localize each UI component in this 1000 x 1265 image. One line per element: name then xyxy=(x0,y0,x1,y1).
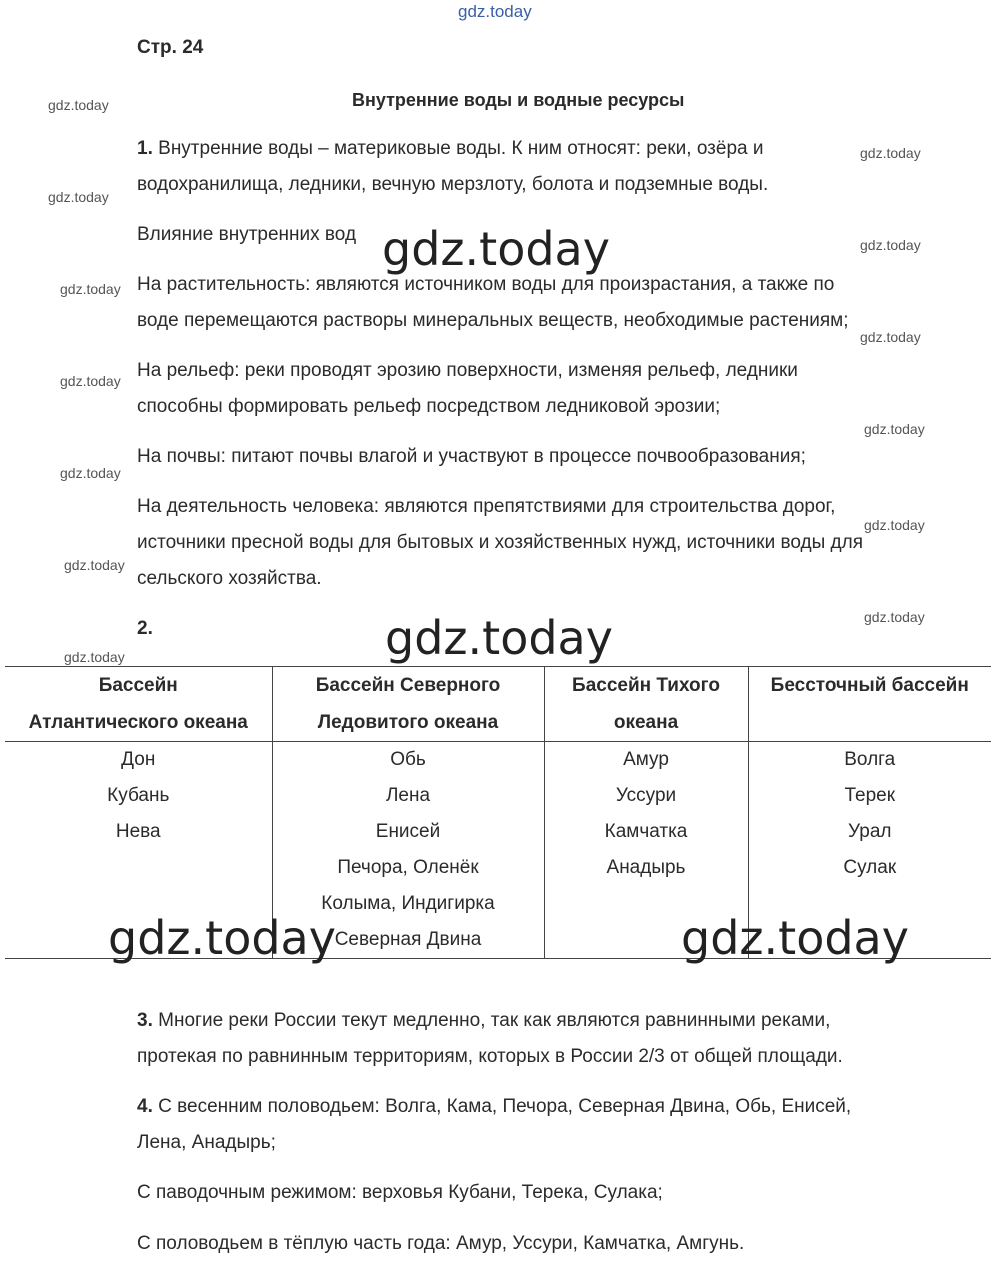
watermark-small: gdz.today xyxy=(60,465,121,481)
watermark-small: gdz.today xyxy=(864,517,925,533)
river-cell: Камчатка xyxy=(604,821,688,842)
river-cell: Колыма, Индигирка xyxy=(321,893,495,914)
watermark-big: gdz.today xyxy=(385,611,613,665)
watermark-big: gdz.today xyxy=(382,222,610,276)
watermark-big: gdz.today xyxy=(108,911,336,965)
river-cell: Терек xyxy=(844,785,896,806)
watermark-small: gdz.today xyxy=(860,237,921,253)
page-title: Внутренние воды и водные ресурсы xyxy=(352,90,685,110)
header-pacific: Бассейн Тихого океана xyxy=(544,667,748,742)
section3-line2: протекая по равнинным территориям, которых в России 2/3 от общей площади. xyxy=(137,1046,843,1067)
header-atlantic: Бассейн Атлантического океана xyxy=(5,667,272,742)
human-line3: сельского хозяйства. xyxy=(137,568,322,589)
section3-line1: 3. Многие реки России текут медленно, так как являются равнинными реками, xyxy=(137,1010,831,1031)
river-cell: Уссури xyxy=(615,785,677,806)
soils-line: На почвы: питают почвы влагой и участвуют в процессе почвообразования; xyxy=(137,446,806,467)
river-cell: Дон xyxy=(121,749,156,770)
section2-number: 2. xyxy=(137,618,153,639)
watermark-small: gdz.today xyxy=(64,557,125,573)
section1-line1: 1. Внутренние воды – материковые воды. К ним относят: реки, озёра и xyxy=(137,138,764,159)
river-cell: Волга xyxy=(844,749,896,770)
relief-line1: На рельеф: реки проводят эрозию поверхности, изменяя рельеф, ледники xyxy=(137,360,798,381)
watermark-small: gdz.today xyxy=(60,281,121,297)
human-line1: На деятельность человека: являются препятствиями для строительства дорог, xyxy=(137,496,836,517)
page-number: Стр. 24 xyxy=(137,37,204,58)
river-cell: Нева xyxy=(115,821,161,842)
header-arctic: Бассейн Северного Ледовитого океана xyxy=(272,667,544,742)
river-cell: Енисей xyxy=(375,821,441,842)
flood-regime-line: С паводочным режимом: верховья Кубани, Терека, Сулака; xyxy=(137,1182,663,1203)
influence-heading: Влияние внутренних вод xyxy=(137,224,357,245)
river-cell: Кубань xyxy=(107,785,170,806)
human-line2: источники пресной воды для бытовых и хозяйственных нужд, источники воды для xyxy=(137,532,863,553)
section1-line2: водохранилища, ледники, вечную мерзлоту, болота и подземные воды. xyxy=(137,174,769,195)
vegetation-line1: На растительность: являются источником воды для произрастания, а также по xyxy=(137,274,835,295)
watermark-small: gdz.today xyxy=(48,189,109,205)
relief-line2: способны формировать рельеф посредством ледниковой эрозии; xyxy=(137,396,721,417)
vegetation-line2: воде перемещаются растворы минеральных веществ, необходимые растениям; xyxy=(137,310,849,331)
watermark-small: gdz.today xyxy=(864,421,925,437)
warm-season-line: С половодьем в тёплую часть года: Амур, Уссури, Камчатка, Амгунь. xyxy=(137,1233,745,1254)
watermark-small: gdz.today xyxy=(48,97,109,113)
table-header-row xyxy=(5,667,991,742)
section1-number: 1. xyxy=(137,138,153,159)
river-cell: Печора, Оленёк xyxy=(337,857,479,878)
river-cell: Сулак xyxy=(843,857,897,878)
watermark-small: gdz.today xyxy=(860,145,921,161)
river-cell: Северная Двина xyxy=(334,929,482,950)
watermark-top: gdz.today xyxy=(458,2,532,21)
section4-line2: Лена, Анадырь; xyxy=(137,1132,276,1153)
watermark-small: gdz.today xyxy=(860,329,921,345)
header-endorheic: Бессточный бассейн xyxy=(748,667,991,742)
section4-number: 4. xyxy=(137,1096,153,1117)
river-cell: Лена xyxy=(385,785,431,806)
watermark-big: gdz.today xyxy=(681,911,909,965)
section3-number: 3. xyxy=(137,1010,153,1031)
river-cell: Анадырь xyxy=(606,857,686,878)
river-cell: Урал xyxy=(848,821,892,842)
watermark-small: gdz.today xyxy=(864,609,925,625)
river-cell: Обь xyxy=(390,749,426,770)
watermark-small: gdz.today xyxy=(60,373,121,389)
watermark-small: gdz.today xyxy=(64,649,125,665)
section4-line1: 4. С весенним половодьем: Волга, Кама, Печора, Северная Двина, Обь, Енисей, xyxy=(137,1096,852,1117)
river-cell: Амур xyxy=(623,749,669,770)
